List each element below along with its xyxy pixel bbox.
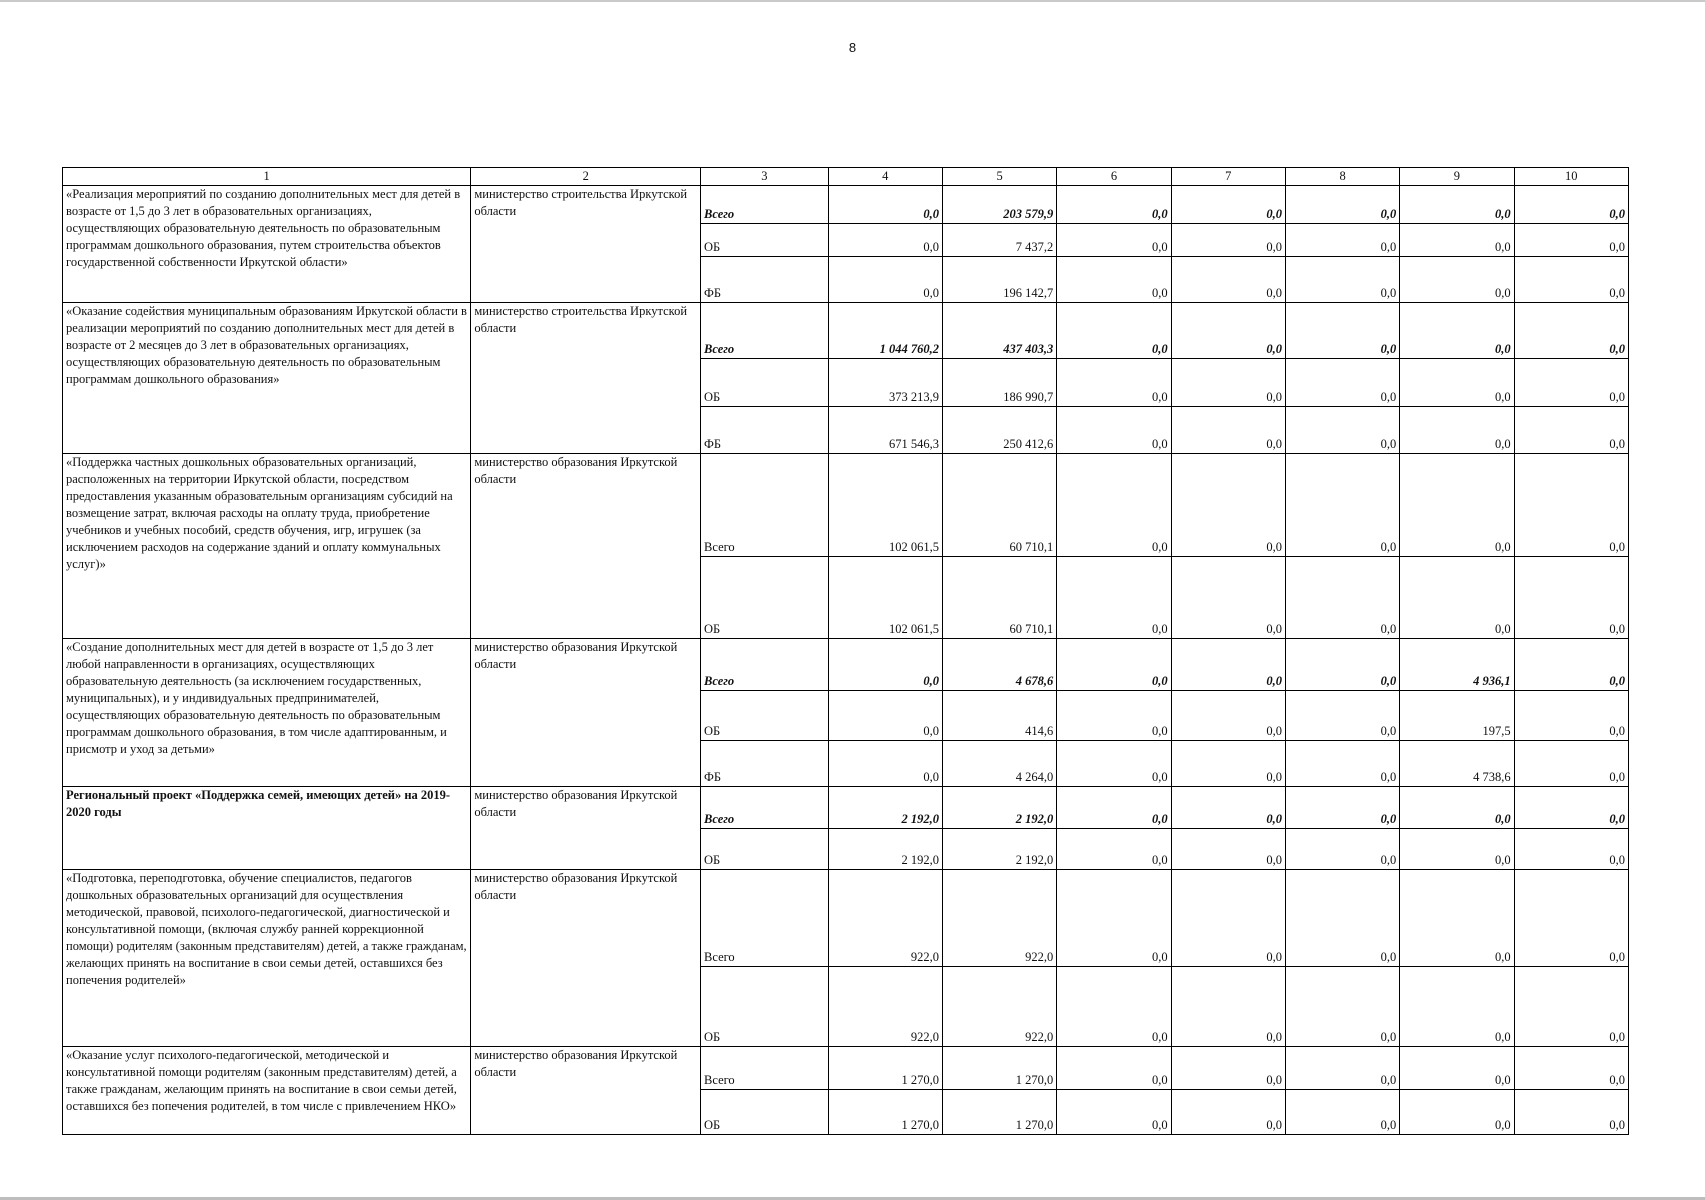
amount-cell: 0,0 <box>1057 691 1171 741</box>
amount-cell: 0,0 <box>1171 1047 1285 1090</box>
amount-cell: 0,0 <box>1285 741 1399 787</box>
header-cell: 9 <box>1400 168 1514 186</box>
amount-cell: 0,0 <box>1171 787 1285 829</box>
header-cell: 1 <box>63 168 471 186</box>
budget-table <box>62 167 1629 1135</box>
amount-cell: 1 044 760,2 <box>828 303 942 359</box>
table-row <box>63 870 1629 967</box>
amount-cell: 0,0 <box>1057 257 1171 303</box>
amount-cell: 0,0 <box>1400 359 1514 407</box>
amount-cell: 437 403,3 <box>942 303 1056 359</box>
amount-cell: 1 270,0 <box>942 1090 1056 1135</box>
amount-cell: 2 192,0 <box>828 787 942 829</box>
amount-cell: 1 270,0 <box>828 1047 942 1090</box>
amount-cell: 250 412,6 <box>942 407 1056 454</box>
amount-cell: 0,0 <box>1285 691 1399 741</box>
amount-cell: 373 213,9 <box>828 359 942 407</box>
header-cell: 10 <box>1514 168 1628 186</box>
measure-description: «Оказание услуг психолого-педагогической, методической и консультативной помощи родителям (законным представителям) детей, а также гражданам, желающим принять на воспитание в свои семьи детей, оставшихся без попечения родителей, в том числе с привлечением НКО» <box>63 1047 471 1135</box>
amount-cell: 4 264,0 <box>942 741 1056 787</box>
measure-description: «Оказание содействия муниципальным образованиям Иркутской области в реализации мероприятий по созданию дополнительных мест для детей в возрасте от 2 месяцев до 3 лет в образовательных организациях, осуществляющих образовательную деятельность по образовательным программам дошкольного образования» <box>63 303 471 454</box>
amount-cell: 0,0 <box>1285 454 1399 557</box>
scan-edge-top <box>0 0 1705 2</box>
funding-source: ОБ <box>701 691 829 741</box>
amount-cell: 0,0 <box>1514 1047 1628 1090</box>
funding-source: Всего <box>701 870 829 967</box>
amount-cell: 0,0 <box>1400 557 1514 639</box>
amount-cell: 0,0 <box>1400 407 1514 454</box>
amount-cell: 0,0 <box>1514 186 1628 224</box>
header-row <box>63 168 1629 186</box>
amount-cell: 0,0 <box>1285 967 1399 1047</box>
amount-cell: 0,0 <box>1057 639 1171 691</box>
responsible-executor: министерство образования Иркутской области <box>471 787 701 870</box>
amount-cell: 4 678,6 <box>942 639 1056 691</box>
amount-cell: 0,0 <box>1514 787 1628 829</box>
amount-cell: 2 192,0 <box>942 829 1056 870</box>
table-row <box>63 1047 1629 1090</box>
amount-cell: 0,0 <box>828 186 942 224</box>
amount-cell: 0,0 <box>1514 454 1628 557</box>
amount-cell: 0,0 <box>1057 787 1171 829</box>
amount-cell: 922,0 <box>828 870 942 967</box>
amount-cell: 0,0 <box>1171 303 1285 359</box>
table-row <box>63 454 1629 557</box>
amount-cell: 671 546,3 <box>828 407 942 454</box>
amount-cell: 0,0 <box>1057 303 1171 359</box>
amount-cell: 0,0 <box>1057 1047 1171 1090</box>
funding-source: ФБ <box>701 407 829 454</box>
measure-description: Региональный проект «Поддержка семей, имеющих детей» на 2019-2020 годы <box>63 787 471 870</box>
amount-cell: 203 579,9 <box>942 186 1056 224</box>
header-cell: 2 <box>471 168 701 186</box>
amount-cell: 0,0 <box>1285 1047 1399 1090</box>
amount-cell: 0,0 <box>1400 1090 1514 1135</box>
amount-cell: 7 437,2 <box>942 224 1056 257</box>
responsible-executor: министерство образования Иркутской области <box>471 454 701 639</box>
funding-source: ФБ <box>701 257 829 303</box>
header-cell: 4 <box>828 168 942 186</box>
amount-cell: 0,0 <box>828 257 942 303</box>
amount-cell: 0,0 <box>1171 870 1285 967</box>
amount-cell: 0,0 <box>828 639 942 691</box>
amount-cell: 0,0 <box>1514 967 1628 1047</box>
responsible-executor: министерство образования Иркутской области <box>471 1047 701 1135</box>
amount-cell: 102 061,5 <box>828 454 942 557</box>
responsible-executor: министерство образования Иркутской области <box>471 639 701 787</box>
amount-cell: 0,0 <box>1285 870 1399 967</box>
amount-cell: 0,0 <box>1057 186 1171 224</box>
amount-cell: 0,0 <box>828 741 942 787</box>
amount-cell: 0,0 <box>1400 186 1514 224</box>
amount-cell: 0,0 <box>1514 870 1628 967</box>
amount-cell: 0,0 <box>1171 186 1285 224</box>
amount-cell: 0,0 <box>1057 557 1171 639</box>
amount-cell: 0,0 <box>1057 224 1171 257</box>
amount-cell: 0,0 <box>1514 691 1628 741</box>
amount-cell: 0,0 <box>1514 257 1628 303</box>
amount-cell: 0,0 <box>1400 257 1514 303</box>
measure-description: «Реализация мероприятий по созданию дополнительных мест для детей в возрасте от 1,5 до 3 лет в образовательных организациях, осуществляющих образовательную деятельность по образовательным программам дошкольного образования, путем строительства объектов государственной собственности Иркутской области» <box>63 186 471 303</box>
amount-cell: 0,0 <box>1057 741 1171 787</box>
amount-cell: 0,0 <box>1285 829 1399 870</box>
amount-cell: 0,0 <box>1171 359 1285 407</box>
funding-source: Всего <box>701 186 829 224</box>
amount-cell: 196 142,7 <box>942 257 1056 303</box>
amount-cell: 0,0 <box>1514 829 1628 870</box>
amount-cell: 0,0 <box>1057 870 1171 967</box>
amount-cell: 186 990,7 <box>942 359 1056 407</box>
funding-source: Всего <box>701 787 829 829</box>
amount-cell: 0,0 <box>1171 224 1285 257</box>
header-cell: 5 <box>942 168 1056 186</box>
amount-cell: 0,0 <box>1057 407 1171 454</box>
amount-cell: 197,5 <box>1400 691 1514 741</box>
amount-cell: 0,0 <box>1285 224 1399 257</box>
amount-cell: 0,0 <box>1514 557 1628 639</box>
amount-cell: 0,0 <box>1514 639 1628 691</box>
amount-cell: 60 710,1 <box>942 557 1056 639</box>
amount-cell: 60 710,1 <box>942 454 1056 557</box>
funding-source: Всего <box>701 639 829 691</box>
amount-cell: 0,0 <box>1171 454 1285 557</box>
amount-cell: 0,0 <box>828 691 942 741</box>
amount-cell: 2 192,0 <box>942 787 1056 829</box>
amount-cell: 0,0 <box>1057 829 1171 870</box>
measure-description: «Создание дополнительных мест для детей в возрасте от 1,5 до 3 лет любой направленности в организациях, осуществляющих образовательную деятельность (за исключением государственных, муниципальных), и у индивидуальных предпринимателей, осуществляющих образовательную деятельность по образовательным программам дошкольного образования, в том числе адаптированным, и присмотр и уход за детьми» <box>63 639 471 787</box>
amount-cell: 0,0 <box>1171 829 1285 870</box>
amount-cell: 2 192,0 <box>828 829 942 870</box>
table-row <box>63 303 1629 359</box>
amount-cell: 0,0 <box>1057 454 1171 557</box>
amount-cell: 0,0 <box>1171 1090 1285 1135</box>
amount-cell: 0,0 <box>1285 303 1399 359</box>
amount-cell: 0,0 <box>1514 741 1628 787</box>
table-row <box>63 639 1629 691</box>
amount-cell: 102 061,5 <box>828 557 942 639</box>
amount-cell: 0,0 <box>1285 186 1399 224</box>
table-row <box>63 787 1629 829</box>
amount-cell: 1 270,0 <box>828 1090 942 1135</box>
header-cell: 7 <box>1171 168 1285 186</box>
amount-cell: 0,0 <box>1400 870 1514 967</box>
header-cell: 6 <box>1057 168 1171 186</box>
amount-cell: 0,0 <box>1057 359 1171 407</box>
amount-cell: 414,6 <box>942 691 1056 741</box>
funding-source: ОБ <box>701 557 829 639</box>
amount-cell: 0,0 <box>1057 967 1171 1047</box>
amount-cell: 0,0 <box>1171 967 1285 1047</box>
amount-cell: 922,0 <box>942 870 1056 967</box>
amount-cell: 0,0 <box>1285 557 1399 639</box>
funding-source: Всего <box>701 1047 829 1090</box>
amount-cell: 4 936,1 <box>1400 639 1514 691</box>
table-body <box>63 168 1629 1135</box>
amount-cell: 0,0 <box>1171 639 1285 691</box>
amount-cell: 0,0 <box>1285 1090 1399 1135</box>
amount-cell: 4 738,6 <box>1400 741 1514 787</box>
amount-cell: 0,0 <box>1171 407 1285 454</box>
amount-cell: 0,0 <box>1285 787 1399 829</box>
amount-cell: 0,0 <box>1057 1090 1171 1135</box>
amount-cell: 0,0 <box>1285 359 1399 407</box>
amount-cell: 922,0 <box>942 967 1056 1047</box>
amount-cell: 0,0 <box>1285 257 1399 303</box>
amount-cell: 0,0 <box>1171 691 1285 741</box>
amount-cell: 0,0 <box>1171 741 1285 787</box>
amount-cell: 922,0 <box>828 967 942 1047</box>
responsible-executor: министерство строительства Иркутской области <box>471 303 701 454</box>
responsible-executor: министерство образования Иркутской области <box>471 870 701 1047</box>
amount-cell: 0,0 <box>1400 1047 1514 1090</box>
measure-description: «Поддержка частных дошкольных образовательных организаций, расположенных на территории Иркутской области, посредством предоставления указанным образовательным организациям субсидий на возмещение затрат, включая расходы на оплату труда, приобретение учебников и учебных пособий, средств обучения, игр, игрушек (за исключением расходов на содержание зданий и оплату коммунальных услуг)» <box>63 454 471 639</box>
amount-cell: 0,0 <box>1514 407 1628 454</box>
table-row <box>63 186 1629 224</box>
amount-cell: 0,0 <box>1171 257 1285 303</box>
funding-source: ОБ <box>701 829 829 870</box>
amount-cell: 0,0 <box>1514 224 1628 257</box>
funding-source: Всего <box>701 454 829 557</box>
funding-source: ОБ <box>701 359 829 407</box>
responsible-executor: министерство строительства Иркутской области <box>471 186 701 303</box>
amount-cell: 0,0 <box>1171 557 1285 639</box>
amount-cell: 0,0 <box>1400 829 1514 870</box>
funding-source: Всего <box>701 303 829 359</box>
measure-description: «Подготовка, переподготовка, обучение специалистов, педагогов дошкольных образовательных организаций для осуществления методической, правовой, психолого-педагогической, диагностической и консультативной помощи, (включая службу ранней коррекционной помощи) родителям (законным представителям) детей, а также гражданам, желающих принять на воспитание в свои семьи детей, оставшихся без попечения родителей» <box>63 870 471 1047</box>
amount-cell: 0,0 <box>1285 639 1399 691</box>
funding-source: ОБ <box>701 1090 829 1135</box>
header-cell: 8 <box>1285 168 1399 186</box>
page-number: 8 <box>848 40 857 55</box>
amount-cell: 0,0 <box>1514 359 1628 407</box>
amount-cell: 0,0 <box>1400 787 1514 829</box>
amount-cell: 0,0 <box>1400 224 1514 257</box>
amount-cell: 0,0 <box>1400 303 1514 359</box>
funding-source: ОБ <box>701 224 829 257</box>
amount-cell: 0,0 <box>1400 967 1514 1047</box>
amount-cell: 0,0 <box>1514 303 1628 359</box>
amount-cell: 0,0 <box>1285 407 1399 454</box>
funding-source: ОБ <box>701 967 829 1047</box>
amount-cell: 1 270,0 <box>942 1047 1056 1090</box>
amount-cell: 0,0 <box>1400 454 1514 557</box>
amount-cell: 0,0 <box>1514 1090 1628 1135</box>
amount-cell: 0,0 <box>828 224 942 257</box>
header-cell: 3 <box>701 168 829 186</box>
funding-source: ФБ <box>701 741 829 787</box>
